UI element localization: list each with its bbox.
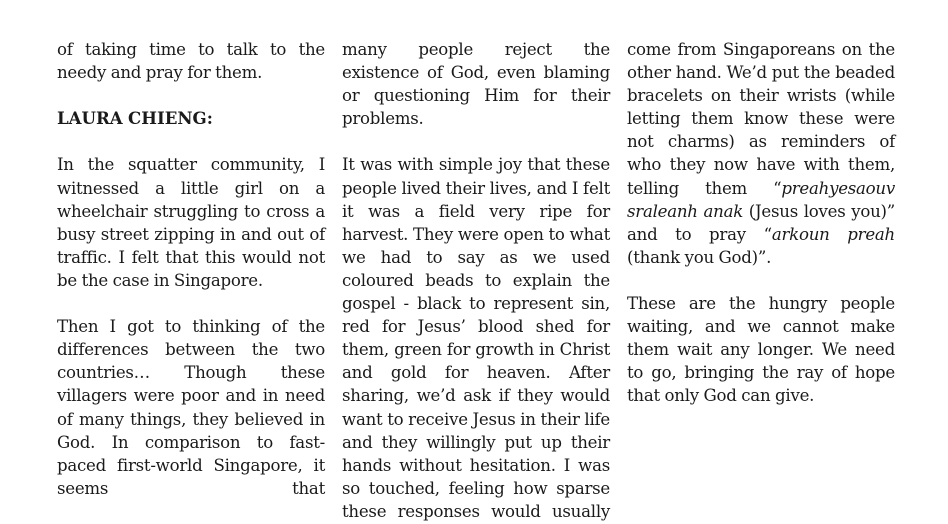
paragraph-continued: many people reject the existence of God, even blaming or questioning Him for their problems. [342,40,610,129]
text-column-1 [57,38,325,500]
paragraph-hungry: These are the hungry people waiting, and we cannot make them wait any longer. We need to go, bringing the ray of hope that only God can give. [627,294,895,406]
text-column-3 [627,38,895,431]
text-run: (Jesus loves you)” and to pray “ [627,201,895,244]
text-run: come from Singaporeans on the other hand. We’d put the beaded bracelets on their wrists (while letting them know these were not charms) as reminders of who they now have with them, telling them “ [627,40,895,198]
paragraph-continued [627,38,895,269]
text-column-2 [342,38,610,523]
khmer-phrase-thank-you-god: arkoun preah [771,224,895,244]
text-run: (thank you God)”. [627,247,772,267]
paragraph-differences: Then I got to thinking of the differences between the two countries… Though these villagers were poor and in need of many things, they believed in God. In comparison to fast-paced first-world Singapore, it seems that [57,317,325,498]
paragraph-joy: It was with simple joy that these people lived their lives, and I felt it was a field very ripe for harvest. They were open to what we had to say as we used coloured beads to explain the gospel - black to represent sin, red for Jesus’ blood shed for them, green for growth in Christ and gold for heaven. After sharing, we’d ask if they would want to receive Jesus in their life and they willingly put up their hands without hesitation. I was so touched, feeling how sparse these responses would usually [342,155,610,521]
khmer-phrase-jesus-loves-you: preahyesaouv sraleanh anak [627,178,895,221]
paragraph-squatter: In the squatter community, I witnessed a little girl on a wheelchair struggling to cross a busy street zipping in and out of traffic. I felt that this would not be the case in Singapore. [57,155,325,290]
paragraph-continued: of taking time to talk to the needy and pray for them. [57,40,325,83]
speaker-heading: LAURA CHIENG: [57,108,213,129]
